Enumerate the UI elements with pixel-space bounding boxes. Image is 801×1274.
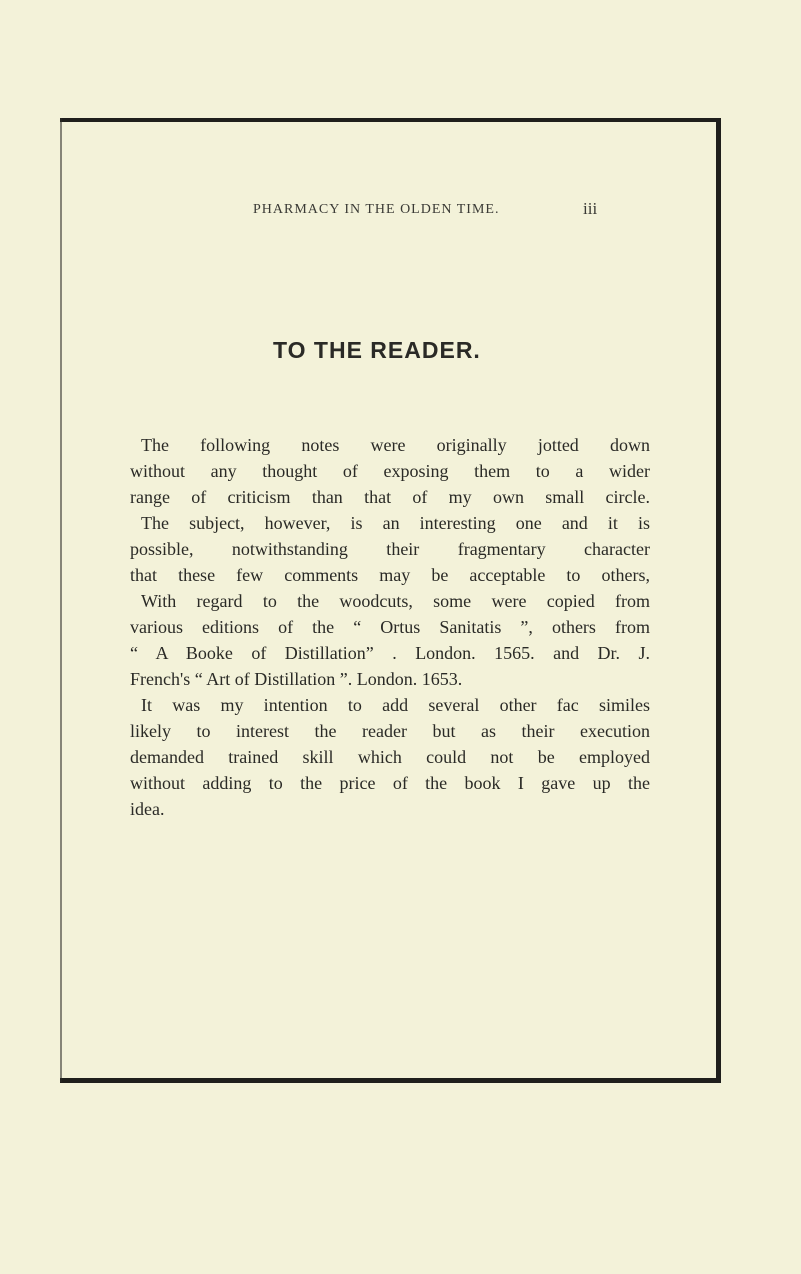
body-line: possible, notwithstanding their fragmentary character [130,539,650,559]
body-line: idea. [130,799,165,819]
body-line: without any thought of exposing them to a wider [130,461,650,481]
body-line: French's “ Art of Distillation ”. London. 1653. [130,669,463,689]
body-line: without adding to the price of the book I gave up the [130,773,650,793]
page-frame-bottom-rule [60,1078,721,1083]
body-line: that these few comments may be acceptable to others, [130,565,650,585]
body-line: range of criticism than that of my own small circle. [130,487,650,507]
body-line: various editions of the “ Ortus Sanitatis ”, others from [130,617,650,637]
body-line: “ A Booke of Distillation” . London. 1565. and Dr. J. [130,643,650,663]
running-head: PHARMACY IN THE OLDEN TIME. [253,202,500,217]
body-line: The following notes were originally jotted down [141,435,650,455]
chapter-title: TO THE READER. [273,337,481,363]
body-line: likely to interest the reader but as their execution [130,721,650,741]
body-line: The subject, however, is an interesting one and it is [141,513,650,533]
body-text [130,432,650,822]
page-frame-top-rule [60,118,720,122]
page-frame-left-rule [60,118,62,1082]
page-frame-right-rule [716,118,721,1082]
body-line: With regard to the woodcuts, some were copied from [141,591,650,611]
page-number: iii [583,199,598,218]
body-line: demanded trained skill which could not be employed [130,747,650,767]
body-line: It was my intention to add several other fac similes [141,695,650,715]
